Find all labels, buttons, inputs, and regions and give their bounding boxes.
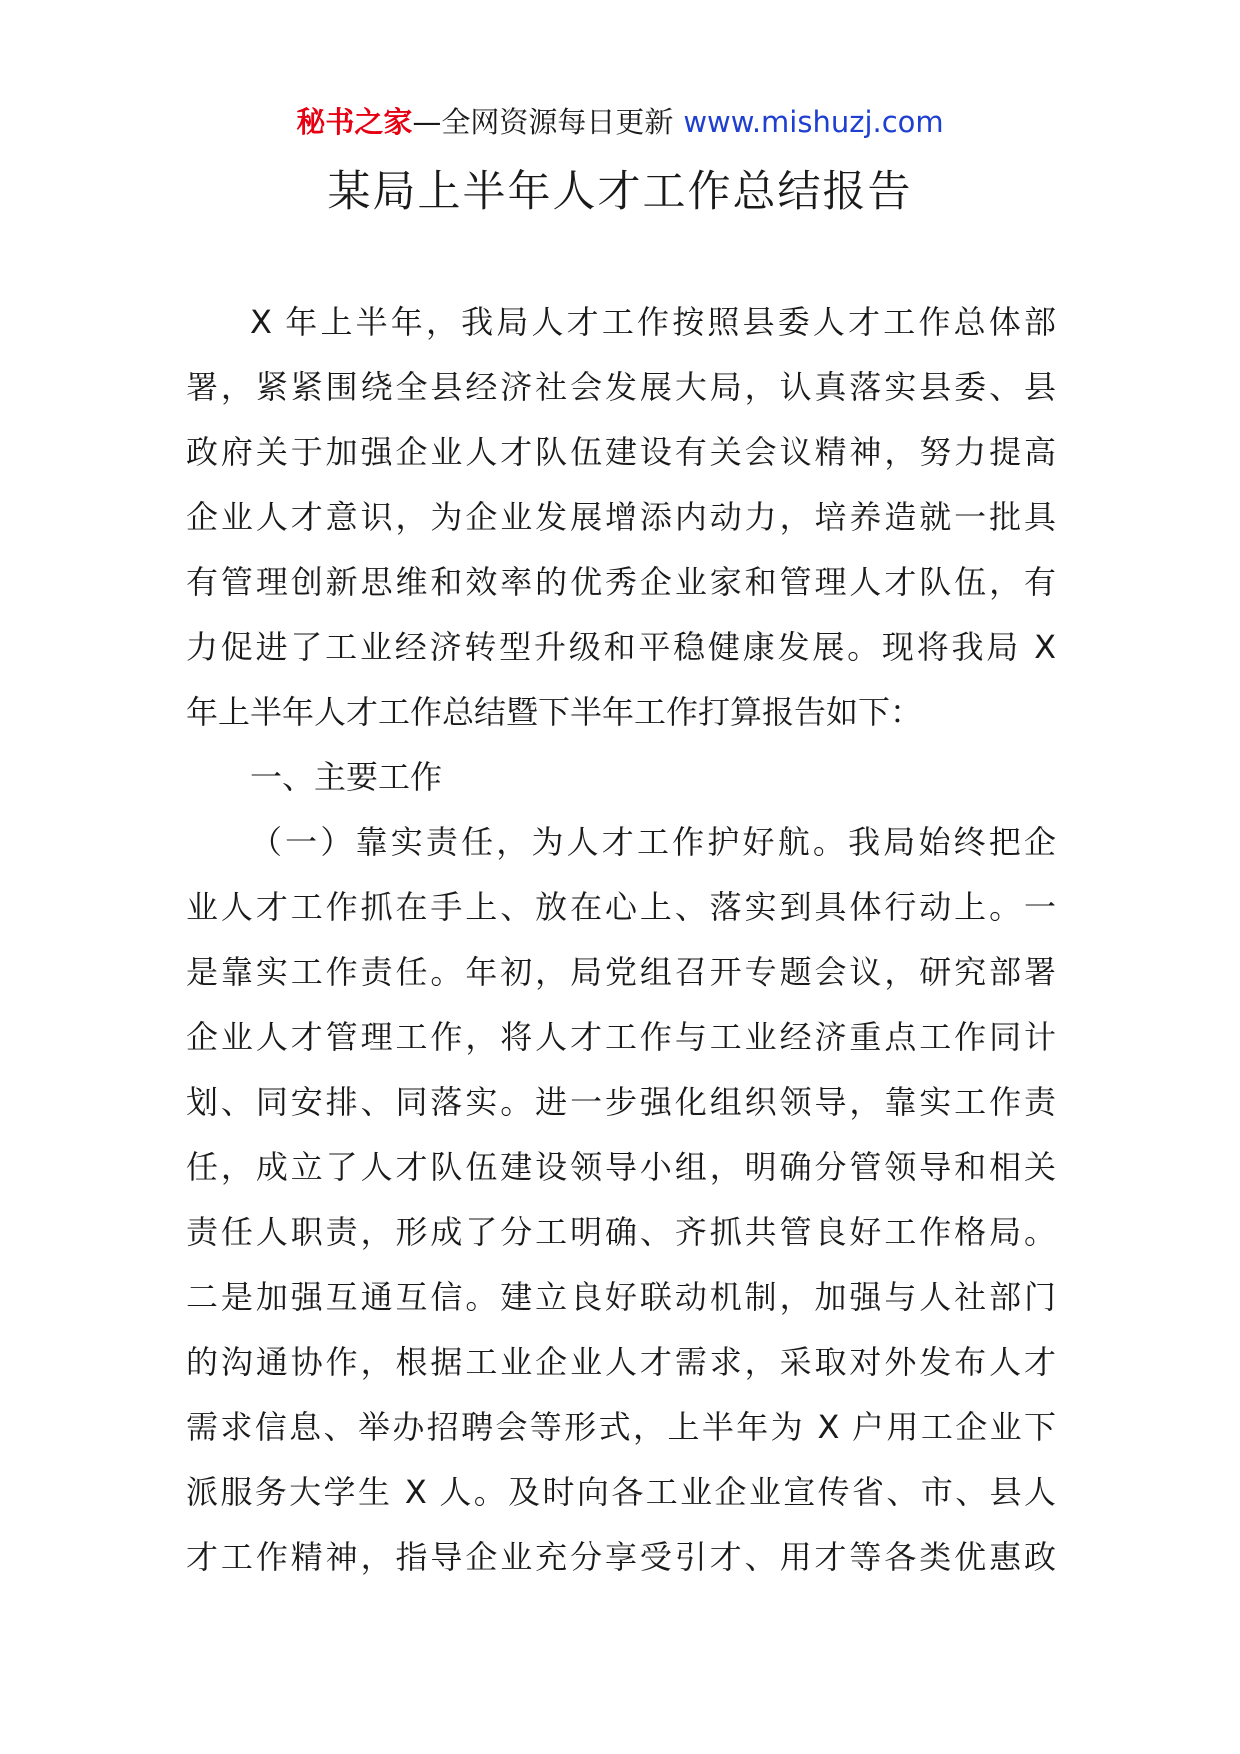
paragraph-line: 年上半年人才工作总结暨下半年工作打算报告如下： — [186, 693, 923, 731]
paragraph-line: 的沟通协作，根据工业企业人才需求，采取对外发布人才 — [186, 1343, 1056, 1381]
paragraph-line: 需求信息、举办招聘会等形式，上半年为 X 户用工企业下 — [186, 1408, 1056, 1446]
paragraph-line: 才工作精神，指导企业充分享受引才、用才等各类优惠政 — [186, 1538, 1056, 1576]
paragraph-line: 署，紧紧围绕全县经济社会发展大局，认真落实县委、县 — [186, 368, 1056, 406]
paragraph-line: 有管理创新思维和效率的优秀企业家和管理人才队伍，有 — [186, 563, 1056, 601]
paragraph-line: 企业人才意识，为企业发展增添内动力，培养造就一批具 — [186, 498, 1056, 536]
section-heading: 一、主要工作 — [250, 758, 443, 796]
banner-brand: 秘书之家 — [296, 105, 413, 139]
paragraph-line: 派服务大学生 X 人。及时向各工业企业宣传省、市、县人 — [186, 1473, 1056, 1511]
paragraph-line: 力促进了工业经济转型升级和平稳健康发展。现将我局 X — [186, 628, 1056, 666]
paragraph-line: 业人才工作抓在手上、放在心上、落实到具体行动上。一 — [186, 888, 1056, 926]
paragraph-line: 任，成立了人才队伍建设领导小组，明确分管领导和相关 — [186, 1148, 1056, 1186]
paragraph-line: 政府关于加强企业人才队伍建设有关会议精神，努力提高 — [186, 433, 1056, 471]
document-title: 某局上半年人才工作总结报告 — [327, 167, 913, 217]
paragraph-line: （一）靠实责任，为人才工作护好航。我局始终把企 — [250, 823, 1056, 861]
site-banner — [0, 102, 1240, 142]
paragraph-line: 企业人才管理工作，将人才工作与工业经济重点工作同计 — [186, 1018, 1056, 1056]
banner-url-link[interactable]: www.mishuzj.com — [683, 105, 944, 139]
paragraph-line: X 年上半年，我局人才工作按照县委人才工作总体部 — [250, 303, 1056, 341]
paragraph-line: 是靠实工作责任。年初，局党组召开专题会议，研究部署 — [186, 953, 1056, 991]
document-body — [186, 290, 1056, 1590]
paragraph-line: 划、同安排、同落实。进一步强化组织领导，靠实工作责 — [186, 1083, 1056, 1121]
paragraph-line: 二是加强互通互信。建立良好联动机制，加强与人社部门 — [186, 1278, 1056, 1316]
paragraph-line: 责任人职责，形成了分工明确、齐抓共管良好工作格局。 — [186, 1213, 1056, 1251]
banner-slogan: —全网资源每日更新 — [412, 105, 674, 139]
